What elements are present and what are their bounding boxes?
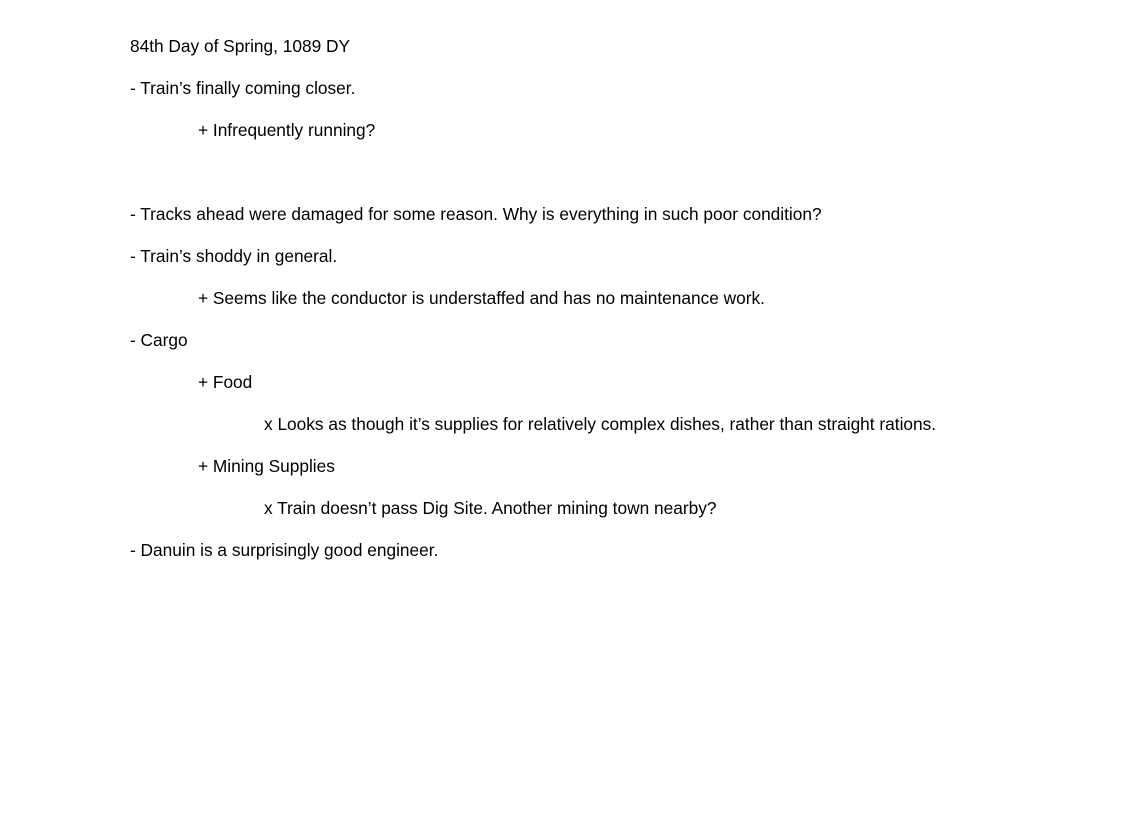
sub-note-line: + Seems like the conductor is understaffed and has no maintenance work. — [198, 288, 765, 308]
sub-sub-note-line: x Looks as though it’s supplies for relatively complex dishes, rather than straight rations. — [264, 414, 937, 434]
date-heading: 84th Day of Spring, 1089 DY — [130, 36, 350, 56]
document-page — [130, 34, 1120, 580]
note-line: - Train’s shoddy in general. — [130, 246, 338, 266]
note-line: - Cargo — [130, 330, 188, 350]
sub-note-line: + Food — [198, 372, 253, 392]
blank-line — [130, 160, 1120, 184]
note-line: - Tracks ahead were damaged for some reason. Why is everything in such poor condition? — [130, 204, 822, 224]
sub-note-line: + Mining Supplies — [198, 456, 335, 476]
sub-sub-note-line: x Train doesn’t pass Dig Site. Another mining town nearby? — [264, 498, 717, 518]
note-line: - Train’s finally coming closer. — [130, 78, 356, 98]
note-line: - Danuin is a surprisingly good engineer. — [130, 540, 439, 560]
sub-note-line: + Infrequently running? — [198, 120, 376, 140]
